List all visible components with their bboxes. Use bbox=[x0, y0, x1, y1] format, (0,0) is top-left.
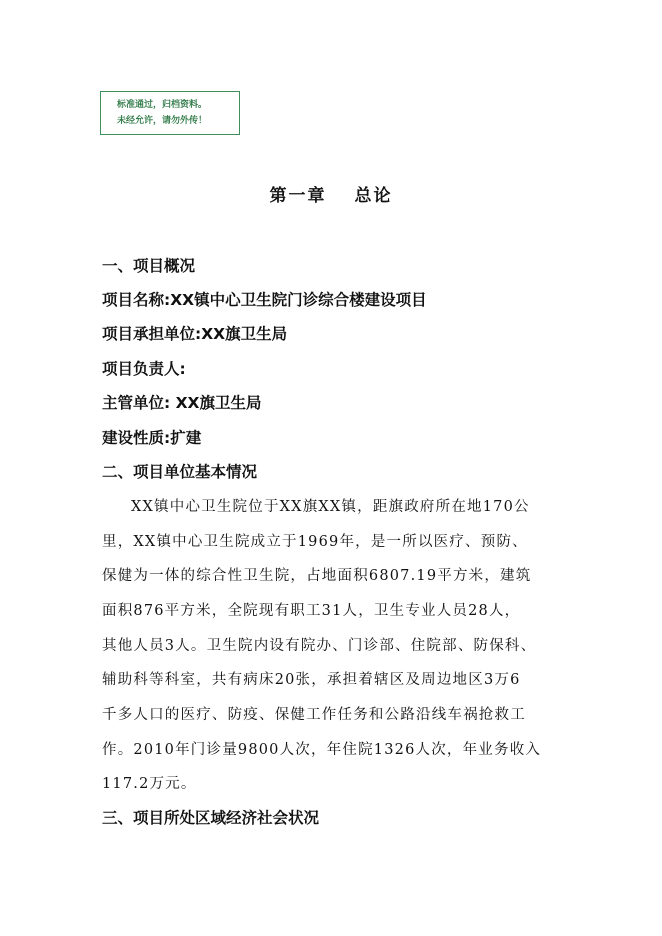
paragraph-line: 千多人口的医疗、防疫、保健工作任务和公路沿线车祸抢救工 bbox=[102, 707, 526, 723]
chapter-title bbox=[0, 181, 662, 206]
chapter-name: 总论 bbox=[354, 186, 393, 206]
paragraph-line: 保健为一体的综合性卫生院，占地面积6807.19平方米，建筑 bbox=[102, 568, 532, 584]
archive-stamp bbox=[100, 91, 240, 135]
section-3-heading: 三、项目所处区域经济社会状况 bbox=[102, 809, 320, 827]
paragraph-line: 其他人员3人。卫生院内设有院办、门诊部、住院部、防保科、 bbox=[102, 638, 537, 654]
stamp-line-1: 标准通过，归档资料。 bbox=[117, 100, 208, 110]
stamp-line-2: 未经允许，请勿外传！ bbox=[117, 116, 208, 126]
paragraph-line: XX镇中心卫生院位于XX旗XX镇，距旗政府所在地170公 bbox=[131, 499, 530, 515]
undertaking-unit: 项目承担单位:XX旗卫生局 bbox=[102, 325, 288, 343]
chapter-number: 第一章 bbox=[269, 186, 327, 206]
supervising-unit: 主管单位: XX旗卫生局 bbox=[102, 394, 262, 412]
paragraph-line: 辅助科等科室，共有病床20张，承担着辖区及周边地区3万6 bbox=[102, 672, 521, 688]
construction-nature: 建设性质:扩建 bbox=[102, 429, 202, 447]
section-2-heading: 二、项目单位基本情况 bbox=[102, 463, 258, 481]
project-name: 项目名称:XX镇中心卫生院门诊综合楼建设项目 bbox=[102, 291, 427, 309]
paragraph-line: 面积876平方米，全院现有职工31人，卫生专业人员28人， bbox=[102, 603, 521, 619]
section-1-heading: 一、项目概况 bbox=[102, 257, 196, 275]
paragraph-line: 作。2010年门诊量9800人次，年住院1326人次，年业务收入 bbox=[102, 742, 542, 758]
paragraph-line: 117.2万元。 bbox=[102, 776, 197, 792]
responsible-person: 项目负责人: bbox=[102, 360, 186, 378]
paragraph-line: 里，XX镇中心卫生院成立于1969年，是一所以医疗、预防、 bbox=[102, 534, 528, 550]
